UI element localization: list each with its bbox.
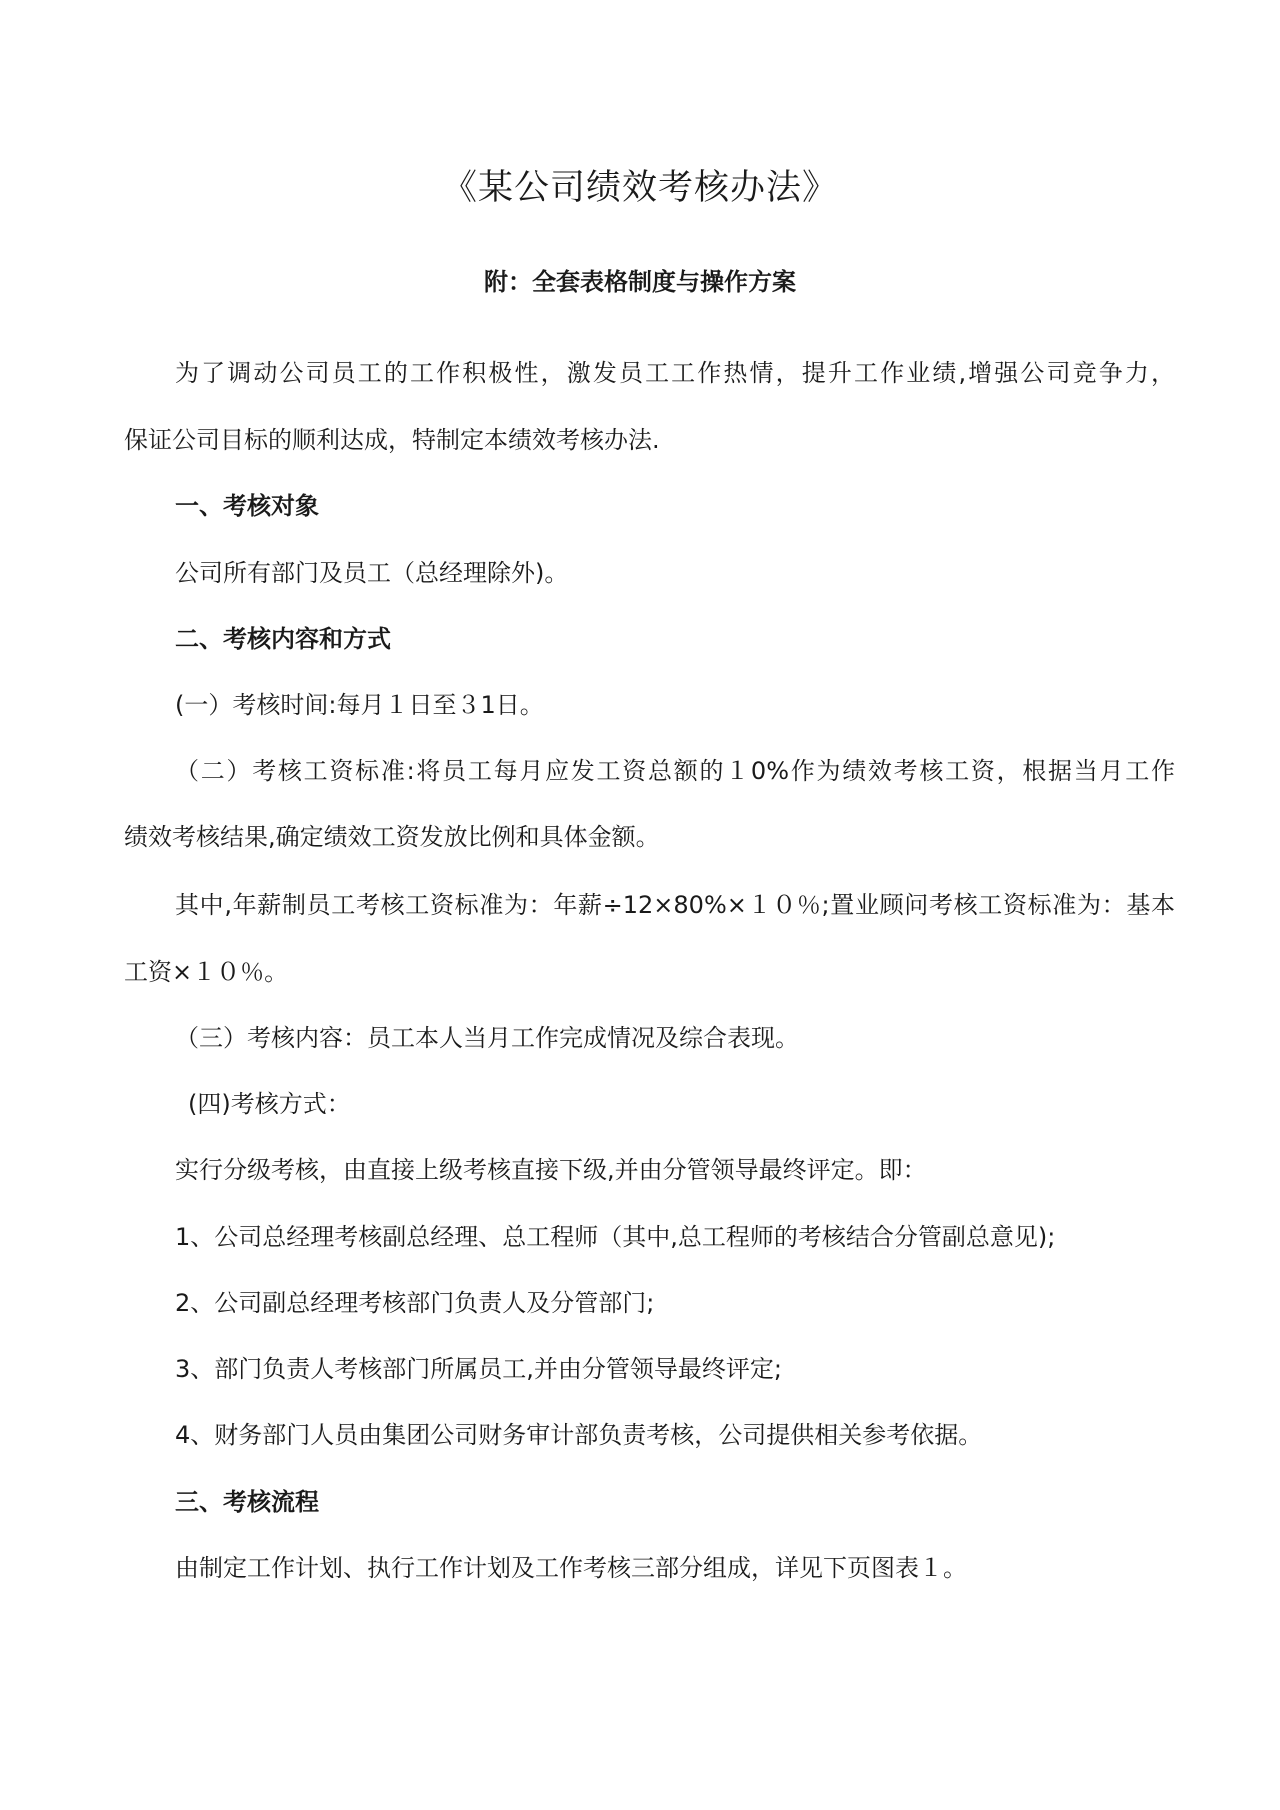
intro-line-1: 为了调动公司员工的工作积极性，激发员工工作热情，提升工作业绩,增强公司竞争力， (175, 359, 1175, 387)
item-salary-standard-line-1: （二）考核工资标准:将员工每月应发工资总额的１0%作为绩效考核工资，根据当月工作 (175, 757, 1175, 785)
method-item-3: 3、部门负责人考核部门所属员工,并由分管领导最终评定; (175, 1355, 782, 1383)
section-body-process: 由制定工作计划、执行工作计划及工作考核三部分组成，详见下页图表１。 (175, 1554, 967, 1582)
method-intro: 实行分级考核，由直接上级考核直接下级,并由分管领导最终评定。即： (175, 1156, 927, 1184)
item-assessment-time: (一）考核时间:每月１日至３1日。 (175, 691, 544, 719)
method-item-1: 1、公司总经理考核副总经理、总工程师（其中,总工程师的考核结合分管副总意见); (175, 1223, 1056, 1251)
intro-line-2: 保证公司目标的顺利达成，特制定本绩效考核办法. (124, 426, 660, 454)
section-body-targets: 公司所有部门及员工（总经理除外)。 (175, 559, 569, 587)
item-assessment-content: （三）考核内容：员工本人当月工作完成情况及综合表现。 (175, 1024, 799, 1052)
section-heading-targets: 一、考核对象 (175, 492, 319, 520)
item-salary-formula-line-1: 其中,年薪制员工考核工资标准为：年薪÷12×80%×１０％;置业顾问考核工资标准为：基本 (175, 891, 1175, 919)
item-assessment-method: (四)考核方式： (188, 1090, 351, 1118)
item-salary-formula-line-2: 工资×１０％。 (124, 958, 289, 986)
section-heading-content-method: 二、考核内容和方式 (175, 625, 391, 653)
item-salary-standard-line-2: 绩效考核结果,确定绩效工资发放比例和具体金额。 (124, 823, 660, 851)
method-item-2: 2、公司副总经理考核部门负责人及分管部门; (175, 1289, 655, 1317)
document-subtitle: 附：全套表格制度与操作方案 (484, 268, 796, 296)
section-heading-process: 三、考核流程 (175, 1488, 319, 1516)
document-title: 《某公司绩效考核办法》 (441, 168, 838, 208)
method-item-4: 4、财务部门人员由集团公司财务审计部负责考核，公司提供相关参考依据。 (175, 1421, 983, 1449)
